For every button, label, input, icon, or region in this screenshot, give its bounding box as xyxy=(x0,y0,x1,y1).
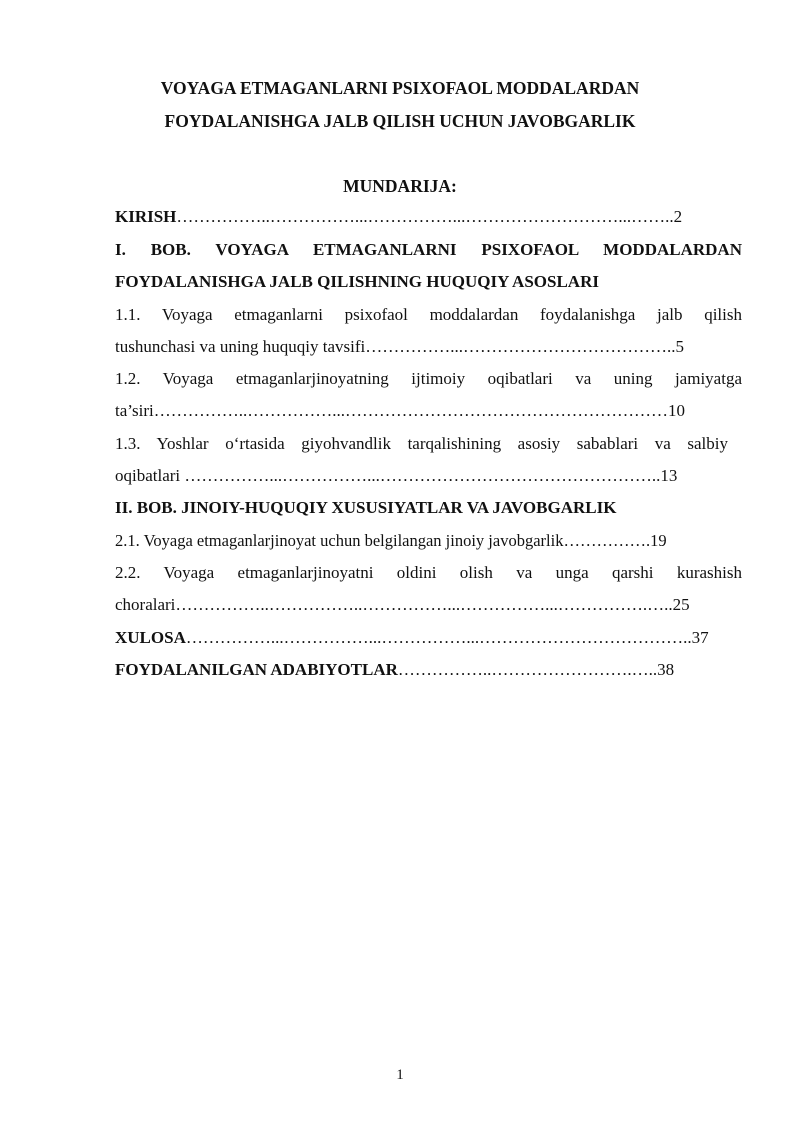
toc-entry-2-2-line-2 xyxy=(115,595,742,615)
toc-page-number: 2 xyxy=(673,207,683,226)
toc-page-number: 5 xyxy=(675,337,685,356)
toc-page-number: 25 xyxy=(672,595,690,614)
toc-entry-text: ta’siri……………..……………...………………………………………………… xyxy=(115,401,668,420)
toc-entry-1-1-line-1: 1.1. Voyaga etmaganlarni psixofaol moddalardan foydalanishga jalb qilish xyxy=(115,305,742,324)
toc-entry-text: tushunchasi va uning huquqiy tavsifi……………...……………………………….. xyxy=(115,337,676,356)
toc-leader: ……………..…………………….….. xyxy=(397,660,658,679)
toc-entry-kirish xyxy=(115,207,742,227)
toc-entry-1-2-line-1: 1.2. Voyaga etmaganlarjinoyatning ijtimoiy oqibatlari va uning jamiyatga xyxy=(115,369,742,388)
document-title-line-1: VOYAGA ETMAGANLARNI PSIXOFAOL MODDALARDAN xyxy=(160,78,640,98)
toc-entry-text: 2.1. Voyaga etmaganlarjinoyat uchun belgilangan jinoiy javobgarlik……………. xyxy=(115,531,651,550)
toc-page-number: 37 xyxy=(691,628,709,647)
toc-entry-text: oqibatlari ……………...……………...………………………………………….. xyxy=(115,466,661,485)
toc-entry-1-3-line-2 xyxy=(115,466,742,486)
toc-page-number: 38 xyxy=(657,660,675,679)
toc-entry-1-3-line-1: 1.3. Yoshlar o‘rtasida giyohvandlik tarqalishining asosiy sabablari va salbiy xyxy=(115,434,728,453)
toc-leader: ……………..……………...……………...………………………...…….. xyxy=(176,207,674,226)
page-number: 1 xyxy=(396,1067,404,1083)
toc-entry-1-1-line-2 xyxy=(115,337,742,357)
toc-chapter-1-heading-line-2: FOYDALANISHGA JALB QILISHNING HUQUQIY ASOSLARI xyxy=(115,272,599,291)
toc-chapter-2-heading: II. BOB. JINOIY-HUQUQIY XUSUSIYATLAR VA JAVOBGARLIK xyxy=(115,498,617,517)
toc-entry-label: FOYDALANILGAN ADABIYOTLAR xyxy=(115,660,398,679)
toc-entry-label: KIRISH xyxy=(115,207,177,226)
document-title-line-2: FOYDALANISHGA JALB QILISH UCHUN JAVOBGARLIK xyxy=(164,111,636,131)
toc-leader: ……………...……………...……………...……………………………….. xyxy=(185,628,692,647)
toc-heading: MUNDARIJA: xyxy=(343,176,457,196)
toc-chapter-1-heading-line-1: I. BOB. VOYAGA ETMAGANLARNI PSIXOFAOL MODDALARDAN xyxy=(115,240,742,259)
toc-entry-1-2-line-2 xyxy=(115,401,742,421)
toc-entry-xulosa xyxy=(115,628,742,648)
toc-page-number: 10 xyxy=(667,401,685,420)
toc-page-number: 19 xyxy=(650,531,667,550)
toc-entry-label: XULOSA xyxy=(115,628,186,647)
toc-entry-2-1 xyxy=(115,531,742,551)
toc-page-number: 13 xyxy=(660,466,678,485)
toc-entry-2-2-line-1: 2.2. Voyaga etmaganlarjinoyatni oldini olish va unga qarshi kurashish xyxy=(115,563,742,582)
toc-entry-adabiyotlar xyxy=(115,660,742,680)
toc-entry-text: choralari……………..……………..……………...……………...…………….….. xyxy=(115,595,673,614)
